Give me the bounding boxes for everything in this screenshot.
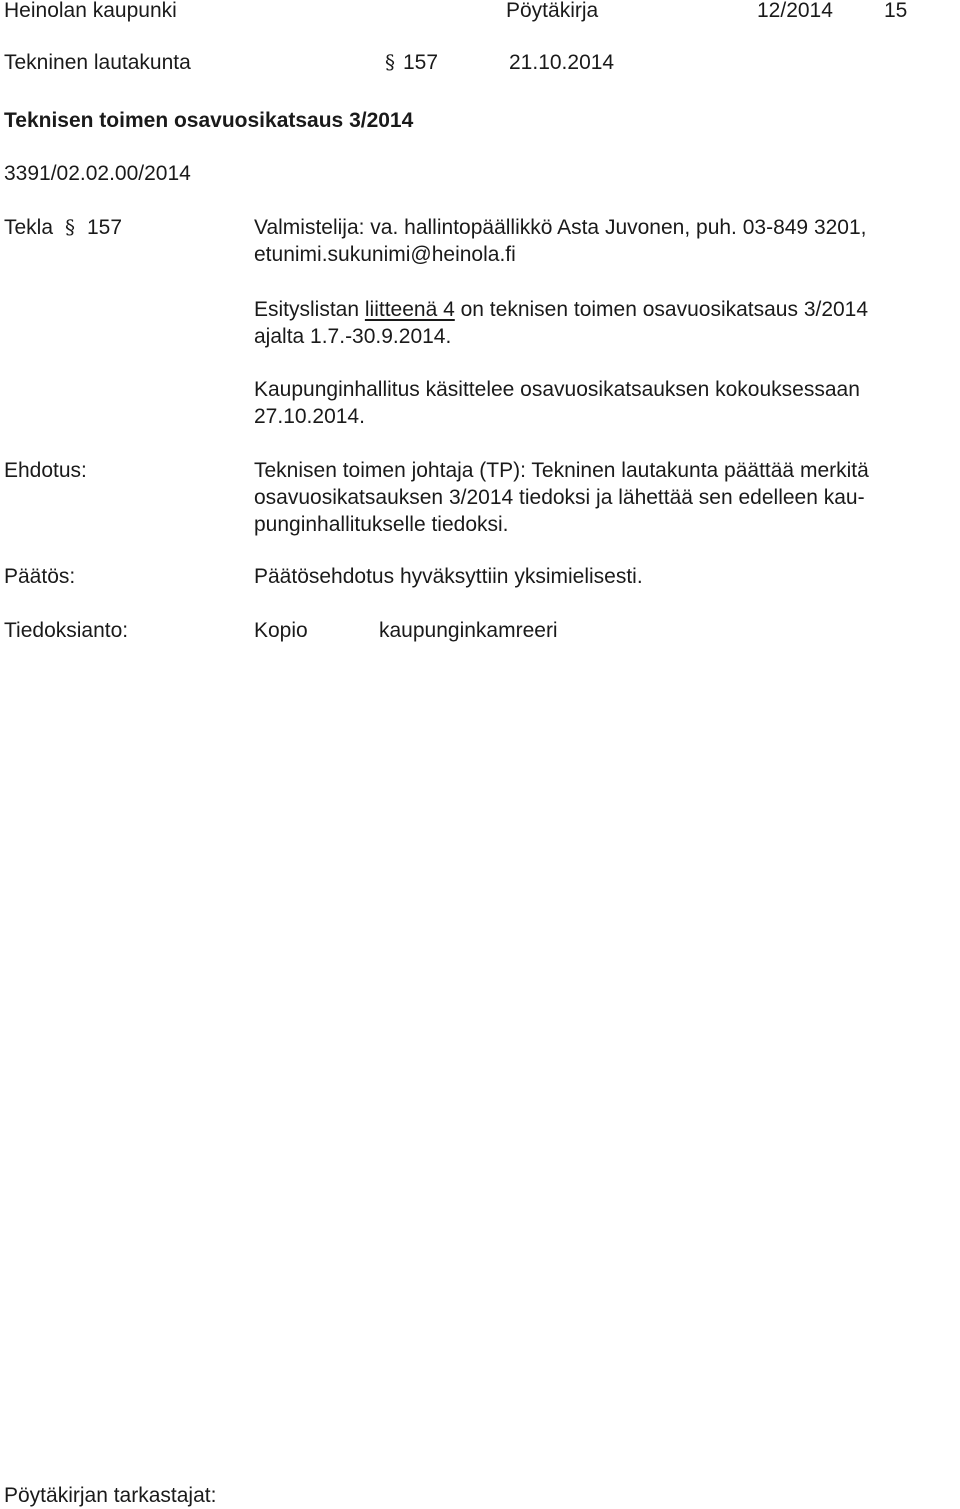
reference-number: 157	[87, 216, 123, 239]
attachment-paragraph	[254, 296, 944, 350]
attachment-link[interactable]: liitteenä 4	[364, 298, 455, 321]
proposal-label: Ehdotus:	[4, 459, 87, 482]
reviewers-label: Pöytäkirjan tarkastajat:	[4, 1484, 217, 1507]
committee-name: Tekninen lautakunta	[4, 51, 191, 74]
record-id: 3391/02.02.00/2014	[4, 162, 191, 185]
distribution-recipient: kaupunginkamreeri	[379, 619, 558, 642]
preparer-info	[254, 214, 944, 268]
proposal-line-1: Teknisen toimen johtaja (TP): Tekninen lautakunta päättää merkitä	[254, 459, 869, 482]
reference-label: Tekla	[4, 216, 54, 239]
page-number: 15	[884, 0, 908, 22]
decision-label: Päätös:	[4, 565, 76, 588]
proposal-line-3: punginhallitukselle tiedoksi.	[254, 513, 509, 536]
organization-name: Heinolan kaupunki	[4, 0, 177, 22]
distribution-type: Kopio	[254, 619, 308, 642]
proposal-text	[254, 457, 944, 538]
reference-section-symbol: §	[65, 215, 75, 239]
council-line-1: Kaupunginhallitus käsittelee osavuosikatsauksen kokouksessaan	[254, 378, 860, 401]
council-paragraph	[254, 376, 944, 430]
proposal-line-2: osavuosikatsauksen 3/2014 tiedoksi ja lähettää sen edelleen kau-	[254, 486, 865, 509]
distribution-label: Tiedoksianto:	[4, 619, 129, 642]
section-symbol: §	[385, 50, 395, 74]
meeting-date: 21.10.2014	[509, 51, 615, 74]
page-title: Teknisen toimen osavuosikatsaus 3/2014	[4, 109, 414, 132]
council-date: 27.10.2014.	[254, 405, 365, 428]
section-number: 157	[403, 51, 439, 74]
preparer-email: etunimi.sukunimi@heinola.fi	[254, 243, 516, 266]
attachment-text-after: on teknisen toimen osavuosikatsaus 3/2014	[454, 298, 869, 321]
document-type: Pöytäkirja	[506, 0, 599, 22]
attachment-period: ajalta 1.7.-30.9.2014.	[254, 325, 452, 348]
document-number: 12/2014	[757, 0, 833, 22]
decision-text: Päätösehdotus hyväksyttiin yksimielisesti.	[254, 565, 643, 588]
preparer-line-1: Valmistelija: va. hallintopäällikkö Asta Juvonen, puh. 03-849 3201,	[254, 216, 867, 239]
attachment-text-before: Esityslistan	[254, 298, 365, 321]
